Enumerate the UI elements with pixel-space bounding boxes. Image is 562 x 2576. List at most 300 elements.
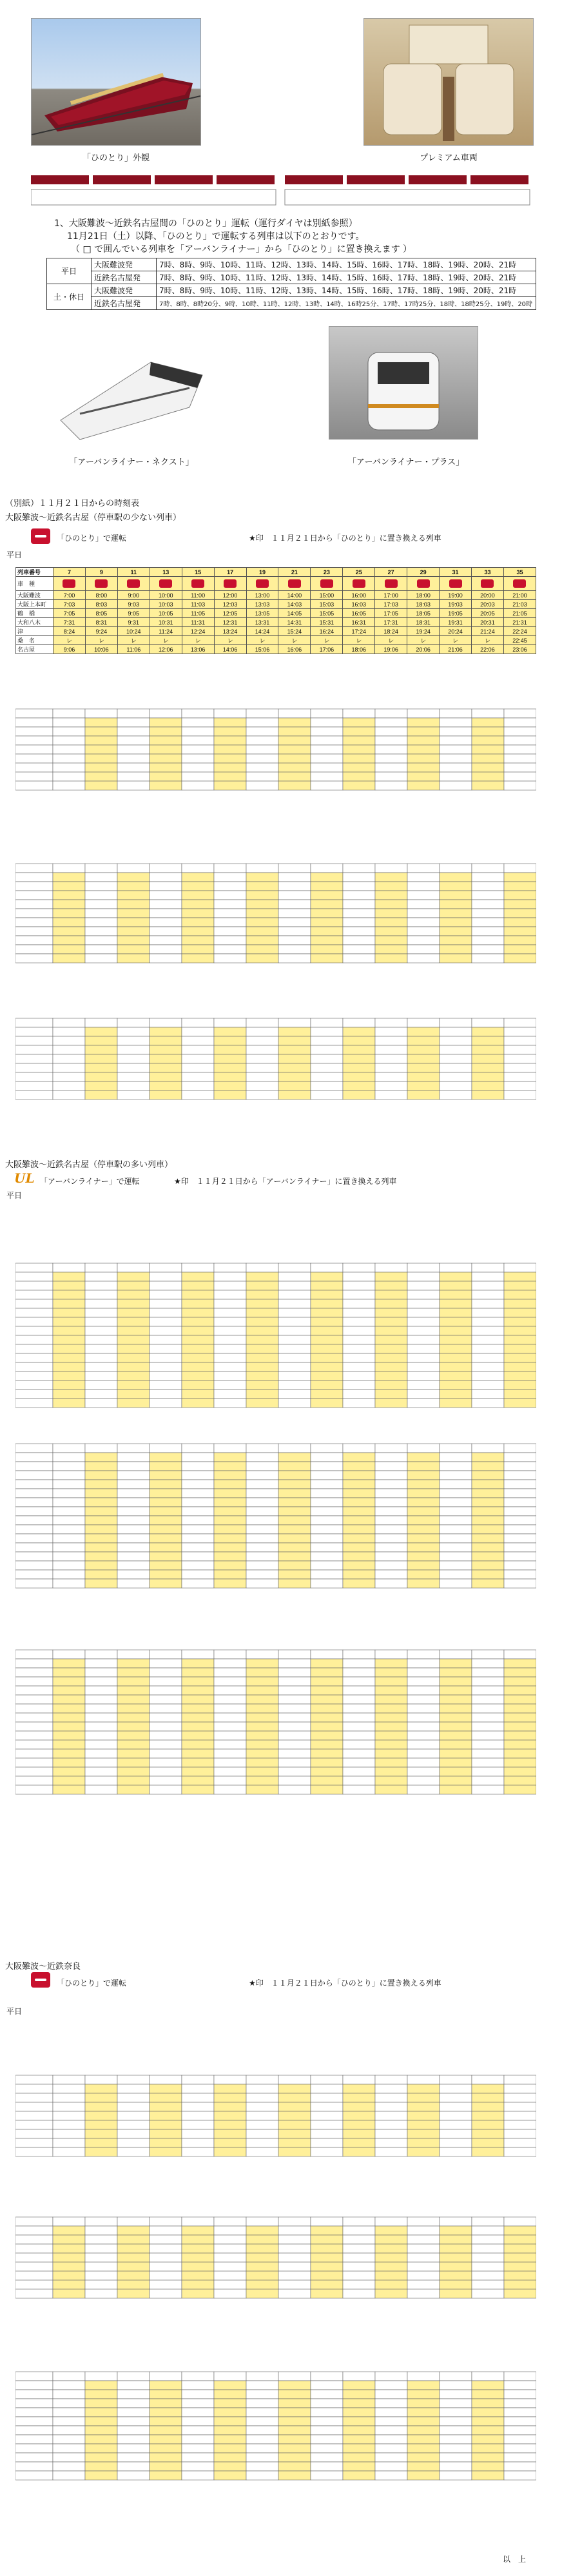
grid-cell bbox=[311, 954, 343, 963]
grid-cell bbox=[15, 1579, 53, 1588]
hinotori-icon bbox=[127, 579, 140, 588]
grid-cell bbox=[150, 2426, 182, 2435]
grid-cell bbox=[182, 2138, 214, 2147]
grid-cell bbox=[85, 1498, 117, 1507]
grid-cell bbox=[117, 1489, 150, 1498]
grid-cell bbox=[53, 1686, 85, 1695]
grid-cell bbox=[343, 1090, 375, 1099]
grid-cell bbox=[214, 2408, 246, 2417]
grid-cell bbox=[311, 1498, 343, 1507]
grid-cell bbox=[504, 2084, 536, 2093]
grid-cell bbox=[375, 2111, 407, 2120]
station-label: 大阪難波 bbox=[16, 591, 53, 600]
grid-cell bbox=[343, 2471, 375, 2480]
grid-cell bbox=[440, 2462, 472, 2471]
grid-cell bbox=[246, 2111, 278, 2120]
grid-cell bbox=[375, 1462, 407, 1471]
grid-cell bbox=[15, 864, 53, 873]
grid-cell bbox=[214, 936, 246, 945]
grid-cell bbox=[150, 2147, 182, 2156]
grid-cell bbox=[472, 1263, 504, 1272]
grid-cell bbox=[53, 1552, 85, 1561]
grid-cell bbox=[85, 2226, 117, 2235]
time-cell: 17:06 bbox=[311, 645, 343, 654]
grid-cell bbox=[343, 2289, 375, 2298]
grid-cell bbox=[53, 1785, 85, 1794]
grid-cell bbox=[150, 754, 182, 763]
grid-cell bbox=[246, 781, 278, 790]
grid-cell bbox=[311, 2147, 343, 2156]
grid-cell bbox=[343, 1326, 375, 1335]
time-cell: レ bbox=[246, 636, 278, 645]
grid-cell bbox=[407, 2217, 440, 2226]
grid-cell bbox=[214, 1686, 246, 1695]
grid-cell bbox=[311, 718, 343, 727]
grid-cell bbox=[472, 2262, 504, 2271]
grid-cell bbox=[85, 718, 117, 727]
grid-cell bbox=[15, 709, 53, 718]
grid-cell bbox=[375, 1561, 407, 1570]
grid-cell bbox=[182, 709, 214, 718]
grid-cell bbox=[150, 900, 182, 909]
grid-cell bbox=[343, 1767, 375, 1776]
summary-dir: 近鉄名古屋発 bbox=[92, 271, 157, 284]
grid-cell bbox=[407, 1072, 440, 1081]
grid-cell bbox=[278, 718, 311, 727]
grid-cell bbox=[504, 2289, 536, 2298]
grid-cell bbox=[117, 1308, 150, 1317]
grid-cell bbox=[53, 1045, 85, 1054]
grid-cell bbox=[117, 709, 150, 718]
grid-cell bbox=[407, 2244, 440, 2253]
grid-cell bbox=[278, 1263, 311, 1272]
grid-cell bbox=[214, 2435, 246, 2444]
grid-cell bbox=[343, 2453, 375, 2462]
grid-cell bbox=[117, 2408, 150, 2417]
grid-cell bbox=[375, 1299, 407, 1308]
grid-cell bbox=[117, 891, 150, 900]
grid-cell bbox=[343, 1072, 375, 1081]
grid-cell bbox=[182, 918, 214, 927]
grid-cell bbox=[311, 763, 343, 772]
grid-cell bbox=[214, 1317, 246, 1326]
grid-cell bbox=[53, 936, 85, 945]
grid-cell bbox=[440, 1380, 472, 1390]
grid-cell bbox=[85, 1453, 117, 1462]
grid-cell bbox=[214, 754, 246, 763]
grid-cell bbox=[343, 727, 375, 736]
time-cell: 9:05 bbox=[117, 609, 150, 618]
grid-cell bbox=[53, 1659, 85, 1668]
grid-cell bbox=[311, 1045, 343, 1054]
grid-cell bbox=[53, 709, 85, 718]
grid-cell bbox=[440, 1525, 472, 1534]
grid-cell bbox=[407, 2390, 440, 2399]
grid-cell bbox=[311, 1299, 343, 1308]
grid-cell bbox=[407, 1785, 440, 1794]
grid-cell bbox=[182, 1731, 214, 1740]
grid-cell bbox=[182, 1462, 214, 1471]
grid-cell bbox=[117, 1659, 150, 1668]
grid-cell bbox=[214, 1380, 246, 1390]
grid-cell bbox=[278, 1308, 311, 1317]
grid-cell bbox=[407, 1695, 440, 1704]
grid-cell bbox=[214, 1785, 246, 1794]
grid-cell bbox=[85, 2280, 117, 2289]
time-cell: 7:31 bbox=[53, 618, 86, 627]
grid-cell bbox=[407, 1749, 440, 1758]
grid-cell bbox=[15, 1371, 53, 1380]
section2-legend-a: 「アーバンライナー」で運転 bbox=[40, 1177, 140, 1186]
grid-cell bbox=[472, 2075, 504, 2084]
end-mark: 以 上 bbox=[503, 2555, 527, 2564]
time-cell: 16:06 bbox=[278, 645, 311, 654]
grid-cell bbox=[504, 1713, 536, 1722]
grid-cell bbox=[343, 1552, 375, 1561]
urbanliner-legend-icon: UL bbox=[14, 1170, 35, 1186]
section1-title: 大阪難波～近鉄名古屋（停車駅の少ない列車） bbox=[5, 513, 182, 523]
grid-cell bbox=[375, 1471, 407, 1480]
premium-caption: プレミアム車両 bbox=[420, 153, 478, 163]
grid-cell bbox=[53, 1299, 85, 1308]
grid-cell bbox=[407, 918, 440, 927]
grid-cell bbox=[85, 1489, 117, 1498]
grid-cell bbox=[278, 1054, 311, 1063]
summary-times: 7時、8時、9時、10時、11時、12時、13時、14時、15時、16時、17時、18時、19時、20時、21時 bbox=[157, 271, 536, 284]
grid-cell bbox=[85, 2408, 117, 2417]
grid-cell bbox=[15, 1036, 53, 1045]
grid-cell bbox=[407, 1299, 440, 1308]
grid-cell bbox=[504, 1308, 536, 1317]
grid-cell bbox=[440, 1507, 472, 1516]
grid-cell bbox=[407, 2280, 440, 2289]
grid-cell bbox=[117, 1507, 150, 1516]
grid-cell bbox=[407, 2262, 440, 2271]
grid-cell bbox=[407, 1444, 440, 1453]
grid-cell bbox=[182, 1767, 214, 1776]
grid-cell bbox=[375, 2244, 407, 2253]
formation-diagram bbox=[31, 173, 534, 209]
grid-cell bbox=[150, 1525, 182, 1534]
grid-cell bbox=[150, 1462, 182, 1471]
grid-cell bbox=[375, 2426, 407, 2435]
grid-cell bbox=[375, 2381, 407, 2390]
station-row bbox=[16, 600, 536, 609]
grid-cell bbox=[407, 727, 440, 736]
grid-cell bbox=[311, 2084, 343, 2093]
grid-cell bbox=[117, 1498, 150, 1507]
grid-cell bbox=[278, 1713, 311, 1722]
grid-cell bbox=[472, 1362, 504, 1371]
time-cell: 21:05 bbox=[503, 609, 536, 618]
grid-cell bbox=[472, 1489, 504, 1498]
grid-cell bbox=[504, 1090, 536, 1099]
grid-cell bbox=[278, 1749, 311, 1758]
grid-cell bbox=[246, 1290, 278, 1299]
train-number: 35 bbox=[503, 568, 536, 577]
grid-cell bbox=[311, 1344, 343, 1353]
grid-cell bbox=[375, 2093, 407, 2102]
grid-cell bbox=[182, 1498, 214, 1507]
grid-cell bbox=[472, 772, 504, 781]
grid-cell bbox=[343, 1704, 375, 1713]
grid-cell bbox=[311, 2120, 343, 2129]
grid-cell bbox=[440, 2399, 472, 2408]
grid-cell bbox=[246, 1299, 278, 1308]
grid-cell bbox=[214, 1335, 246, 1344]
grid-cell bbox=[375, 1317, 407, 1326]
grid-cell bbox=[15, 1668, 53, 1677]
grid-cell bbox=[375, 2289, 407, 2298]
grid-cell bbox=[472, 1045, 504, 1054]
grid-cell bbox=[53, 1767, 85, 1776]
grid-cell bbox=[311, 2289, 343, 2298]
grid-cell bbox=[472, 2120, 504, 2129]
grid-cell bbox=[85, 1749, 117, 1758]
train-illustration bbox=[54, 336, 209, 443]
grid-cell bbox=[278, 2390, 311, 2399]
grid-cell bbox=[343, 1722, 375, 1731]
grid-cell bbox=[504, 1018, 536, 1027]
grid-cell bbox=[117, 727, 150, 736]
grid-cell bbox=[311, 2453, 343, 2462]
summary-times: 7時、8時、9時、10時、11時、12時、13時、14時、15時、16時、17時、18時、19時、20時、21時 bbox=[157, 284, 536, 297]
grid-cell bbox=[150, 882, 182, 891]
grid-cell bbox=[85, 1525, 117, 1534]
grid-cell bbox=[472, 1063, 504, 1072]
grid-cell bbox=[440, 927, 472, 936]
grid-cell bbox=[117, 745, 150, 754]
grid-cell bbox=[375, 1399, 407, 1408]
grid-cell bbox=[407, 1534, 440, 1543]
grid-cell bbox=[53, 2093, 85, 2102]
grid-cell bbox=[407, 1045, 440, 1054]
grid-cell bbox=[150, 1072, 182, 1081]
grid-cell bbox=[343, 1308, 375, 1317]
grid-cell bbox=[343, 781, 375, 790]
grid-cell bbox=[375, 2399, 407, 2408]
seat-illustration bbox=[364, 19, 533, 145]
grid-cell bbox=[343, 882, 375, 891]
grid-cell bbox=[85, 2462, 117, 2471]
grid-cell bbox=[182, 1650, 214, 1659]
grid-cell bbox=[214, 1054, 246, 1063]
grid-cell bbox=[246, 1570, 278, 1579]
grid-cell bbox=[150, 873, 182, 882]
grid-cell bbox=[182, 1740, 214, 1749]
grid-cell bbox=[117, 1072, 150, 1081]
grid-cell bbox=[53, 2289, 85, 2298]
grid-cell bbox=[504, 1579, 536, 1588]
time-cell: 10:05 bbox=[150, 609, 182, 618]
time-cell: 16:00 bbox=[343, 591, 375, 600]
grid-cell bbox=[246, 1371, 278, 1380]
grid-cell bbox=[15, 781, 53, 790]
grid-cell bbox=[53, 2471, 85, 2480]
grid-cell bbox=[53, 1668, 85, 1677]
grid-cell bbox=[407, 763, 440, 772]
grid-cell bbox=[214, 1507, 246, 1516]
grid-cell bbox=[440, 1018, 472, 1027]
grid-cell bbox=[150, 772, 182, 781]
grid-cell bbox=[375, 2390, 407, 2399]
grid-cell bbox=[15, 1471, 53, 1480]
grid-cell bbox=[375, 781, 407, 790]
grid-cell bbox=[150, 1018, 182, 1027]
grid-cell bbox=[182, 1489, 214, 1498]
grid-cell bbox=[311, 1668, 343, 1677]
grid-cell bbox=[150, 1749, 182, 1758]
grid-cell bbox=[375, 745, 407, 754]
grid-cell bbox=[343, 1281, 375, 1290]
grid-cell bbox=[214, 2111, 246, 2120]
grid-cell bbox=[117, 2399, 150, 2408]
summary-holiday-label: 土・休日 bbox=[47, 284, 92, 310]
grid-cell bbox=[15, 1308, 53, 1317]
grid-cell bbox=[214, 709, 246, 718]
grid-cell bbox=[150, 2093, 182, 2102]
grid-cell bbox=[343, 900, 375, 909]
grid-cell bbox=[407, 1453, 440, 1462]
grid-cell bbox=[182, 1371, 214, 1380]
grid-cell bbox=[246, 882, 278, 891]
grid-cell bbox=[150, 2271, 182, 2280]
grid-cell bbox=[246, 2147, 278, 2156]
grid-cell bbox=[375, 1767, 407, 1776]
grid-cell bbox=[407, 1462, 440, 1471]
summary-weekday-label: 平日 bbox=[47, 258, 92, 284]
time-cell: レ bbox=[407, 636, 440, 645]
grid-cell bbox=[504, 2444, 536, 2453]
grid-cell bbox=[117, 1371, 150, 1380]
grid-cell bbox=[182, 727, 214, 736]
grid-cell bbox=[15, 2217, 53, 2226]
grid-cell bbox=[15, 1344, 53, 1353]
grid-cell bbox=[278, 2129, 311, 2138]
grid-cell bbox=[375, 873, 407, 882]
grid-cell bbox=[504, 754, 536, 763]
grid-cell bbox=[53, 718, 85, 727]
grid-cell bbox=[117, 1399, 150, 1408]
grid-cell bbox=[182, 2111, 214, 2120]
grid-cell bbox=[53, 1740, 85, 1749]
grid-cell bbox=[117, 1686, 150, 1695]
grid-cell bbox=[15, 2102, 53, 2111]
grid-cell bbox=[278, 1326, 311, 1335]
grid-cell bbox=[182, 2271, 214, 2280]
grid-cell bbox=[375, 2217, 407, 2226]
grid-cell bbox=[182, 1072, 214, 1081]
grid-cell bbox=[407, 2471, 440, 2480]
grid-cell bbox=[53, 736, 85, 745]
grid-cell bbox=[150, 2280, 182, 2289]
grid-cell bbox=[246, 1362, 278, 1371]
grid-cell bbox=[311, 1471, 343, 1480]
grid-cell bbox=[85, 927, 117, 936]
grid-cell bbox=[53, 781, 85, 790]
grid-cell bbox=[246, 1444, 278, 1453]
section3-legend-a: 「ひのとり」で運転 bbox=[57, 1979, 127, 1988]
grid-cell bbox=[440, 2381, 472, 2390]
grid-cell bbox=[15, 1785, 53, 1794]
time-cell: 18:06 bbox=[343, 645, 375, 654]
grid-cell bbox=[343, 2244, 375, 2253]
grid-cell bbox=[182, 1444, 214, 1453]
train-number: 27 bbox=[375, 568, 407, 577]
grid-cell bbox=[53, 1534, 85, 1543]
grid-cell bbox=[15, 954, 53, 963]
next-caption: 「アーバンライナー・ネクスト」 bbox=[69, 458, 194, 467]
grid-cell bbox=[150, 2244, 182, 2253]
station-row bbox=[16, 591, 536, 600]
grid-cell bbox=[375, 736, 407, 745]
time-cell: 15:05 bbox=[311, 609, 343, 618]
notice-line3: （ □ で囲んでいる列車を「アーバンライナー」から「ひのとり」に置き換えます ） bbox=[71, 244, 412, 255]
grid-cell bbox=[440, 1272, 472, 1281]
grid-cell bbox=[117, 1299, 150, 1308]
grid-cell bbox=[343, 891, 375, 900]
grid-cell bbox=[15, 1380, 53, 1390]
grid-cell bbox=[15, 2271, 53, 2280]
grid-cell bbox=[182, 754, 214, 763]
grid-cell bbox=[407, 927, 440, 936]
grid-cell bbox=[246, 1525, 278, 1534]
grid-cell bbox=[440, 1570, 472, 1579]
grid-cell bbox=[440, 2390, 472, 2399]
grid-cell bbox=[311, 2138, 343, 2147]
grid-cell bbox=[375, 1650, 407, 1659]
time-cell: 17:03 bbox=[375, 600, 407, 609]
grid-cell bbox=[85, 1308, 117, 1317]
grid-cell bbox=[150, 781, 182, 790]
grid-cell bbox=[504, 927, 536, 936]
grid-cell bbox=[182, 1776, 214, 1785]
grid-cell bbox=[85, 1507, 117, 1516]
grid-cell bbox=[214, 2093, 246, 2102]
time-cell: 9:24 bbox=[85, 627, 117, 636]
grid-cell bbox=[53, 882, 85, 891]
station-label: 名古屋 bbox=[16, 645, 53, 654]
grid-cell bbox=[85, 2417, 117, 2426]
grid-cell bbox=[375, 1362, 407, 1371]
grid-cell bbox=[150, 1498, 182, 1507]
grid-cell bbox=[246, 1776, 278, 1785]
grid-cell bbox=[504, 1081, 536, 1090]
grid-cell bbox=[117, 2453, 150, 2462]
grid-cell bbox=[182, 1695, 214, 1704]
grid-cell bbox=[182, 2093, 214, 2102]
grid-cell bbox=[182, 1272, 214, 1281]
grid-cell bbox=[53, 1018, 85, 1027]
hinotori-icon bbox=[95, 579, 108, 588]
grid-cell bbox=[85, 1785, 117, 1794]
grid-cell bbox=[472, 1552, 504, 1561]
grid-cell bbox=[117, 1749, 150, 1758]
train-number: 31 bbox=[440, 568, 472, 577]
grid-cell bbox=[472, 1704, 504, 1713]
grid-cell bbox=[53, 954, 85, 963]
grid-cell bbox=[440, 1072, 472, 1081]
grid-cell bbox=[407, 781, 440, 790]
grid-cell bbox=[214, 745, 246, 754]
grid-cell bbox=[150, 909, 182, 918]
grid-cell bbox=[504, 2381, 536, 2390]
grid-cell bbox=[15, 2289, 53, 2298]
grid-cell bbox=[182, 1054, 214, 1063]
grid-cell bbox=[440, 1081, 472, 1090]
grid-cell bbox=[117, 1353, 150, 1362]
grid-cell bbox=[246, 1471, 278, 1480]
